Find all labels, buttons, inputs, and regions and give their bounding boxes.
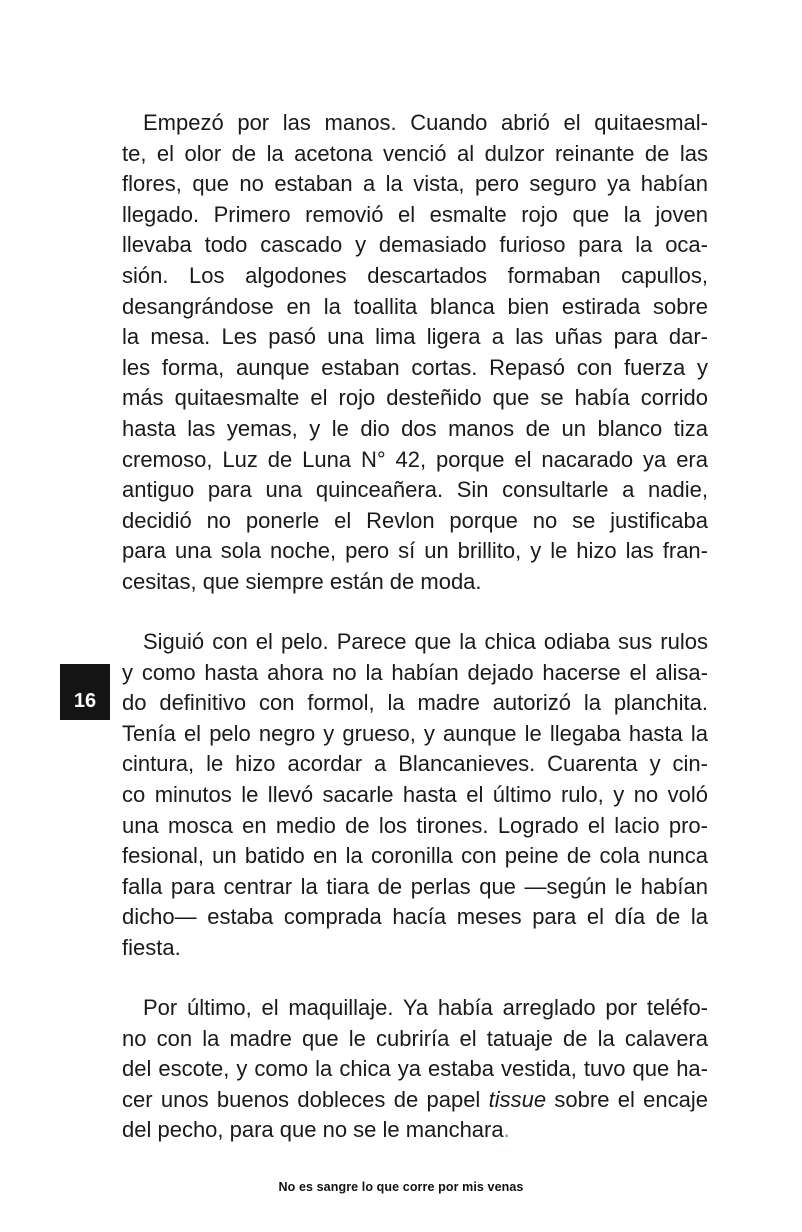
text-line: para una sola noche, pero sí un brillito, y le hizo las fran- — [122, 538, 708, 564]
text-line: co minutos le llevó sacarle hasta el último rulo, y no voló — [122, 781, 708, 807]
text-line: dicho— estaba comprada hacía meses para el día de la — [122, 904, 708, 930]
text-line: cesitas, que siempre están de moda. — [122, 568, 482, 594]
accent-period: . — [503, 1117, 510, 1143]
text-line: del escote, y como la chica ya estaba vestida, tuvo que ha- — [122, 1056, 708, 1082]
paragraph-makeup — [122, 993, 708, 1146]
text-line: cintura, le hizo acordar a Blancanieves. Cuarenta y cin- — [122, 751, 708, 777]
text-line: cremoso, Luz de Luna N° 42, porque el nacarado ya era — [122, 446, 708, 472]
text-line: la mesa. Les pasó una lima ligera a las uñas para dar- — [122, 324, 708, 350]
paragraph-hair — [122, 627, 708, 964]
text-line-with-italic — [122, 1085, 708, 1116]
text-line: do definitivo con formol, la madre autorizó la planchita. — [122, 690, 708, 716]
text-line: Empezó por las manos. Cuando abrió el quitaesmal- — [143, 110, 708, 135]
page-number: 16 — [73, 689, 97, 712]
text-segment: sobre el encaje — [546, 1086, 708, 1112]
text-line: no con la madre que le cubriría el tatuaje de la calavera — [122, 1025, 708, 1051]
text-line: te, el olor de la acetona venció al dulzor reinante de las — [122, 140, 708, 166]
text-line: fiesta. — [122, 934, 181, 960]
text-segment: del pecho, para que no se le manchara — [122, 1117, 504, 1143]
text-line: llevaba todo cascado y demasiado furioso para la oca- — [122, 232, 708, 258]
text-line: Siguió con el pelo. Parece que la chica odiaba sus rulos — [143, 629, 708, 654]
text-line: llegado. Primero removió el esmalte rojo que la joven — [122, 201, 708, 227]
text-line: les forma, aunque estaban cortas. Repasó con fuerza y — [122, 354, 708, 380]
text-line: fesional, un batido en la coronilla con peine de cola nunca — [122, 843, 708, 869]
text-line — [122, 1115, 708, 1146]
text-line: falla para centrar la tiara de perlas que —según le habían — [122, 873, 708, 899]
text-line: una mosca en medio de los tirones. Logrado el lacio pro- — [122, 812, 708, 838]
text-line: Tenía el pelo negro y grueso, y aunque le llegaba hasta la — [122, 720, 708, 746]
text-line: desangrándose en la toallita blanca bien estirada sobre — [122, 293, 708, 319]
text-line: hasta las yemas, y le dio dos manos de un blanco tiza — [122, 415, 708, 441]
text-line: flores, que no estaban a la vista, pero seguro ya habían — [122, 171, 708, 197]
text-line: Por último, el maquillaje. Ya había arreglado por teléfo- — [143, 995, 708, 1020]
running-footer-book-title: No es sangre lo que corre por mis venas — [278, 1180, 524, 1194]
text-line: más quitaesmalte el rojo desteñido que se había corrido — [122, 385, 708, 411]
text-line: decidió no ponerle el Revlon porque no se justificaba — [122, 507, 708, 533]
text-line: y como hasta ahora no la habían dejado hacerse el alisa- — [122, 659, 708, 685]
text-line: sión. Los algodones descartados formaban capullos, — [122, 262, 708, 288]
italic-word: tissue — [488, 1086, 547, 1112]
text-segment: cer unos buenos dobleces de papel — [122, 1086, 489, 1112]
text-line: antiguo para una quinceañera. Sin consultarle a nadie, — [122, 477, 708, 503]
paragraph-manicure — [122, 108, 708, 598]
page-number-tab — [60, 664, 110, 720]
